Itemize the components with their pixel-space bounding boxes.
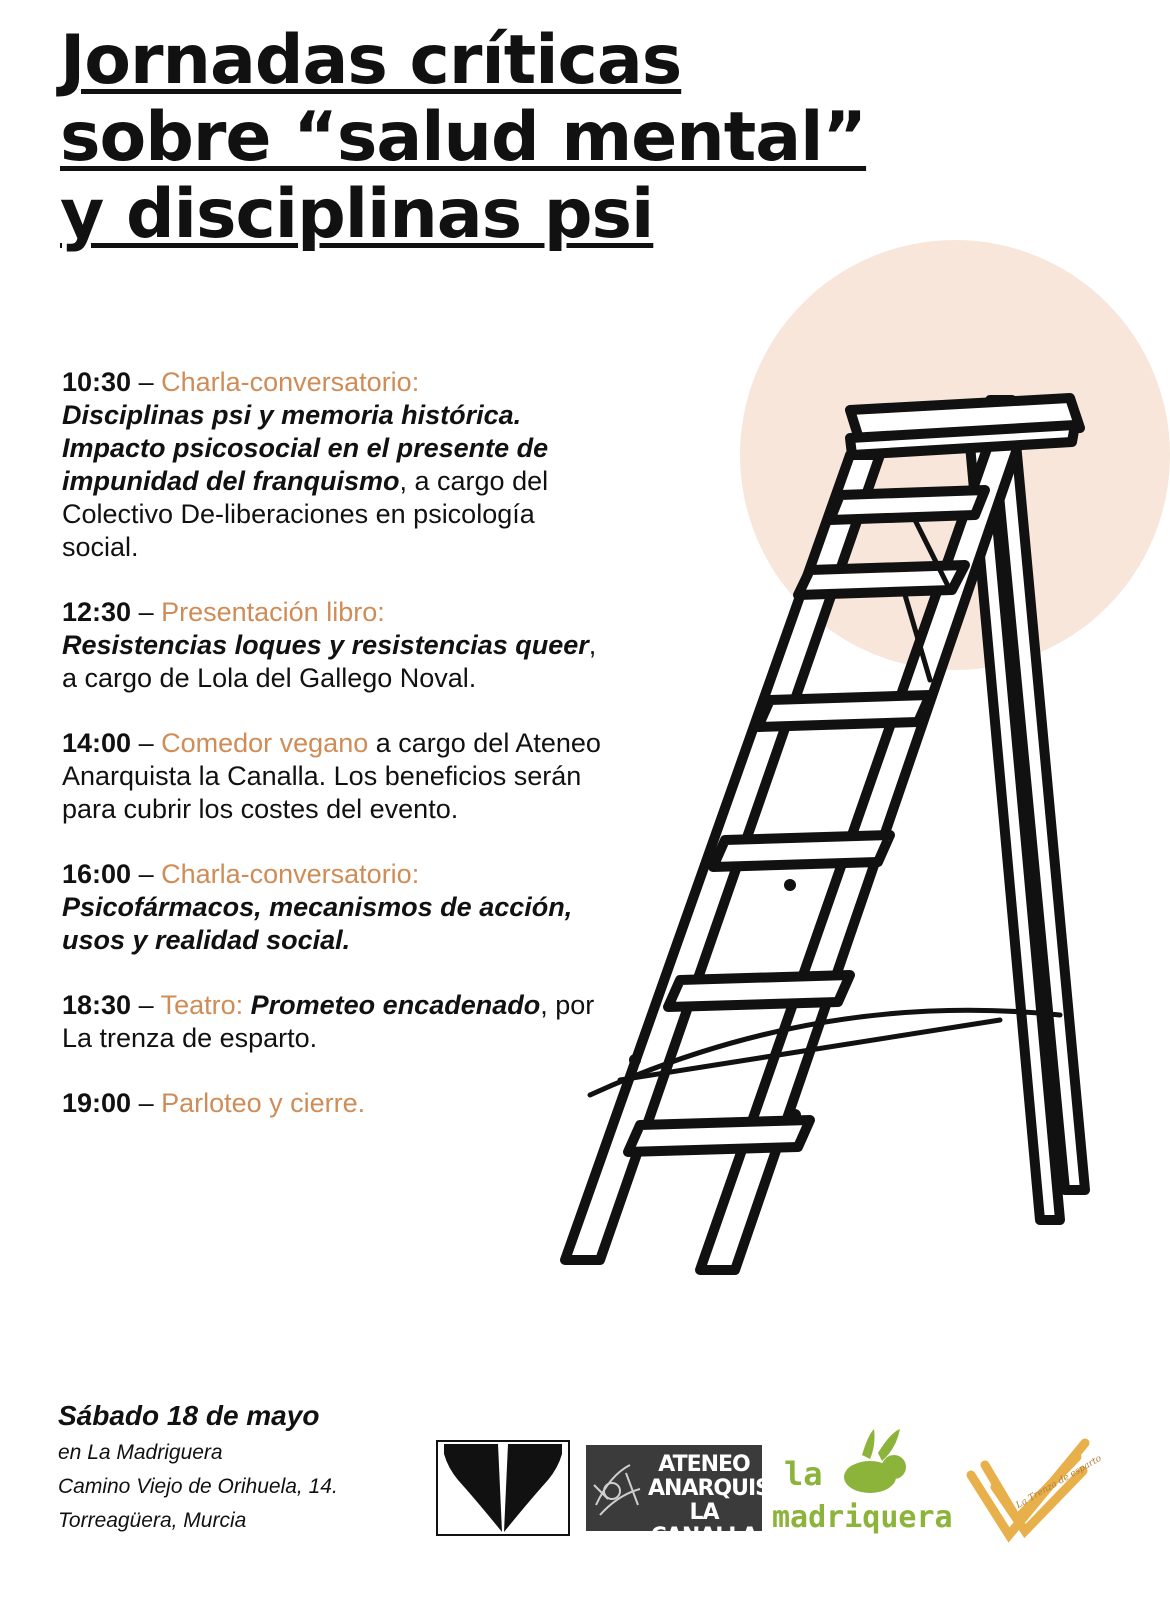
venue-street: Camino Viejo de Orihuela, 14.: [58, 1475, 338, 1498]
event-category: Teatro:: [160, 990, 251, 1020]
ateneo-anarquista-logo: [586, 1445, 799, 1549]
trenza-script-text: La Trenza de esparto: [1014, 1453, 1104, 1511]
title-line-3: y disciplinas psi: [60, 175, 654, 254]
event-category: Comedor vegano: [161, 728, 369, 758]
event-title: Resistencias loques y resistencias queer: [62, 630, 589, 660]
event-category: Parloteo y cierre.: [161, 1088, 366, 1118]
event-separator: –: [131, 597, 162, 627]
event-category: Presentación libro:: [161, 597, 385, 627]
event-time: 19:00: [62, 1088, 132, 1118]
event-title: Prometeo encadenado: [250, 990, 541, 1020]
title-line-2: sobre “salud mental”: [60, 98, 867, 177]
event-title: Disciplinas psi y memoria histórica. Impacto psicosocial en el presente de impunidad del franquismo: [62, 400, 549, 496]
event-description: , por La trenza de esparto.: [62, 990, 595, 1053]
event-time: 10:30: [62, 367, 132, 397]
madriguera-line-2: madriquera: [772, 1500, 953, 1535]
trenza-de-esparto-logo: [965, 1435, 1104, 1555]
event-info: [58, 1396, 438, 1538]
ateneo-emblem-icon: [590, 1455, 646, 1521]
event-separator: –: [131, 367, 162, 397]
ateneo-line-2: ANARQUISTA: [648, 1476, 799, 1501]
event-category: Charla-conversatorio:: [161, 859, 420, 889]
event-separator: –: [131, 1088, 162, 1118]
poster-title: [60, 22, 880, 253]
event-title: Psicofármacos, mecanismos de acción, usos y realidad social.: [62, 892, 573, 955]
event-time: 14:00: [62, 728, 132, 758]
la-madriguera-logo: [770, 1425, 953, 1537]
venue-city: Torreagüera, Murcia: [58, 1509, 247, 1532]
collective-logo: [436, 1440, 570, 1536]
schedule-event: [62, 989, 602, 1055]
schedule-event: [62, 858, 602, 957]
event-time: 18:30: [62, 990, 132, 1020]
event-description: a cargo del Ateneo Anarquista la Canalla. Los beneficios serán para cubrir los costes del evento.: [62, 728, 601, 824]
madriguera-line-1: la: [784, 1455, 823, 1493]
event-separator: –: [131, 990, 161, 1020]
event-time: 12:30: [62, 597, 132, 627]
event-description: , a cargo del Colectivo De-liberaciones en psicología social.: [62, 466, 549, 562]
schedule-event: [62, 1087, 602, 1120]
event-category: Charla-conversatorio:: [161, 367, 420, 397]
schedule: [62, 366, 602, 1152]
schedule-event: [62, 727, 602, 826]
event-date: Sábado 18 de mayo: [58, 1400, 320, 1431]
schedule-event: [62, 596, 602, 695]
event-separator: –: [131, 728, 162, 758]
ateneo-line-1: ATENEO: [658, 1452, 750, 1477]
event-time: 16:00: [62, 859, 132, 889]
event-description: , a cargo de Lola del Gallego Noval.: [62, 630, 597, 693]
event-separator: –: [131, 859, 162, 889]
ateneo-line-3: LA CANALLA: [650, 1500, 758, 1549]
ladder-illustration: [520, 380, 1100, 1310]
title-line-1: Jornadas críticas: [60, 21, 682, 100]
venue-name: en La Madriguera: [58, 1441, 223, 1464]
schedule-event: [62, 366, 602, 564]
